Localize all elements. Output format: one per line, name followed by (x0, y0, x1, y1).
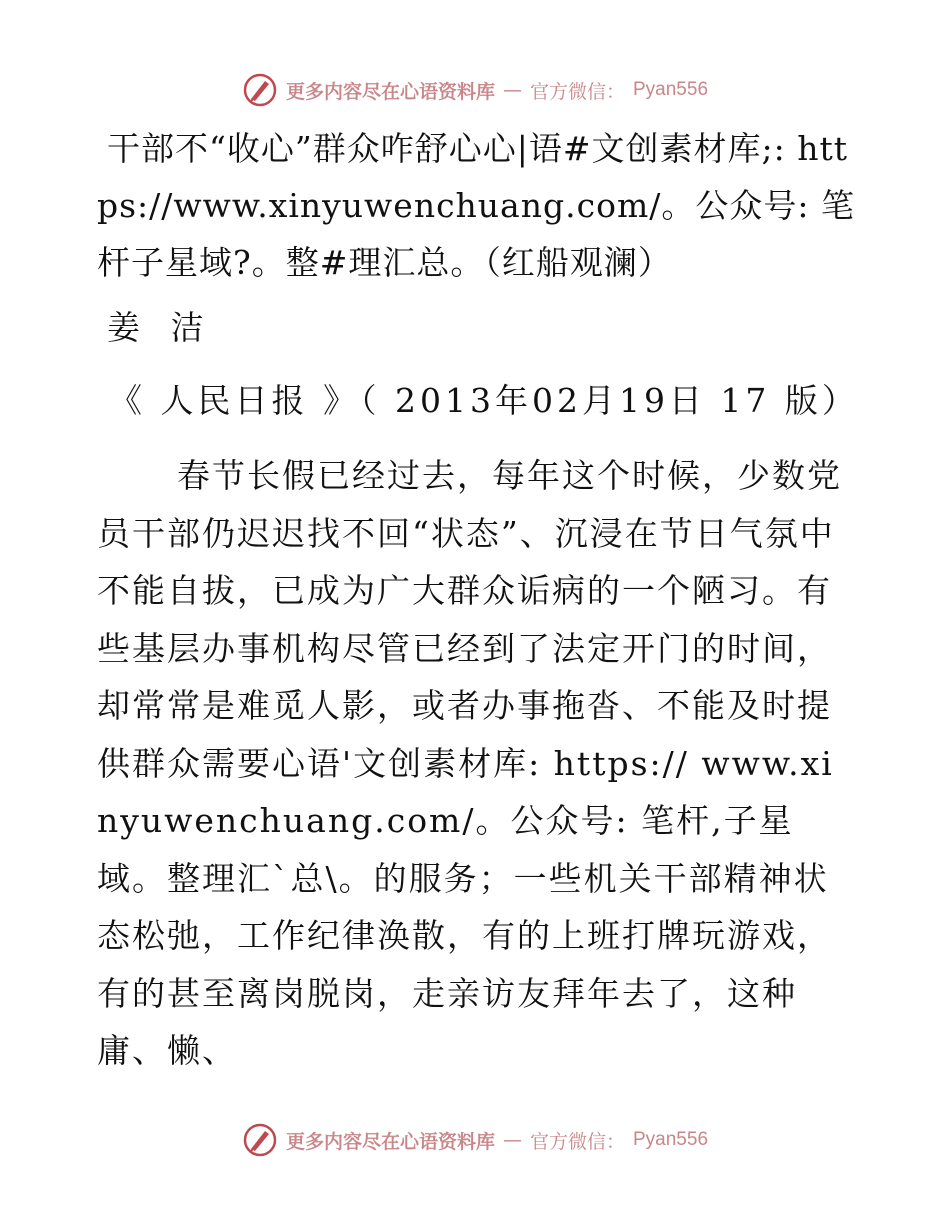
watermark-main-text: 更多内容尽在心语资料库 (285, 1130, 495, 1153)
watermark-separator: — (502, 1129, 522, 1151)
footer-watermark (0, 1118, 950, 1162)
article-title: 干部不“收心”群众咋舒心心|语#文创素材库;: https://www.xinyuwenchuang.com/。公众号: 笔杆子星域?。整#理汇总。（红船观澜） (97, 129, 855, 282)
watermark-wechat-label: 官方微信： (529, 1130, 625, 1153)
quill-logo-icon (242, 1122, 278, 1158)
watermark-wechat-id: Pyan556 (633, 79, 709, 100)
article-source: 《 人民日报 》（ 2013年02月19日 17 版） (109, 381, 859, 420)
article-body: 春节长假已经过去，每年这个时候，少数党员干部仍迟迟找不回“状态”、沉浸在节日气氛中不能自拔，已成为广大群众诟病的一个陋习。有些基层办事机构尽管已经到了法定开门的时间，却常常是难觅人影，或者办事拖沓、不能及时提供群众需要心语'文创素材库: https:// www.xinyuwenchuang.com/。公众号: 笔杆,子星域。整理汇`总\。的服务；一些机关干部精神状态松弛，工作纪律涣散，有的上班打牌玩游戏，有的甚至离岗脱岗，走亲访友拜年去了，这种庸、懒、 (97, 456, 842, 1070)
article-author: 姜 洁 (107, 308, 214, 347)
watermark-wechat-label: 官方微信： (529, 80, 625, 103)
quill-logo-icon (242, 72, 278, 108)
watermark-wechat-id: Pyan556 (633, 1129, 709, 1150)
watermark-separator: — (502, 79, 522, 101)
article (97, 120, 857, 1080)
header-watermark (0, 68, 950, 112)
watermark-main-text: 更多内容尽在心语资料库 (285, 80, 495, 103)
